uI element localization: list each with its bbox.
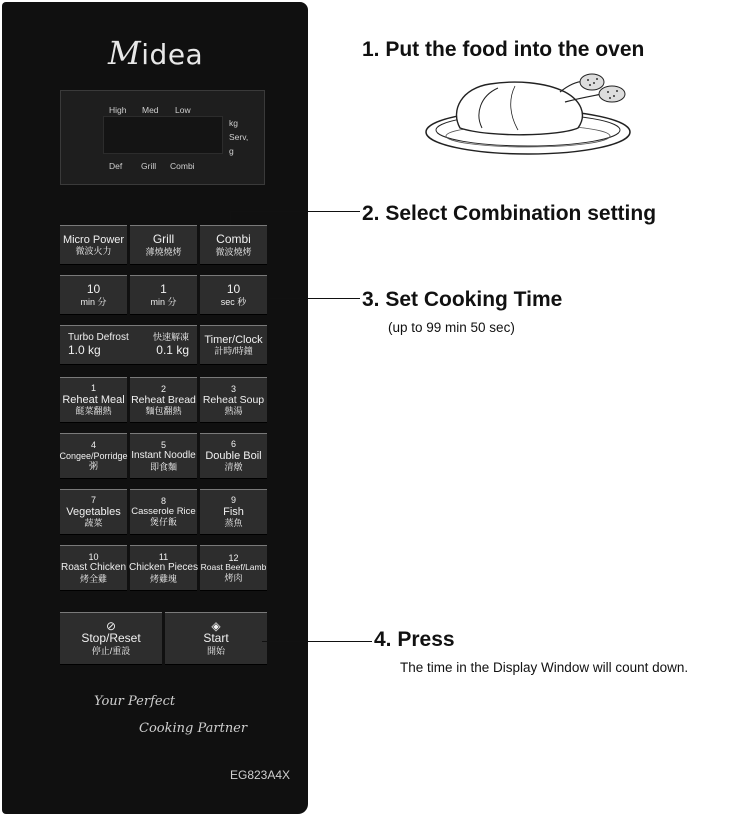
menu-number: 12 bbox=[228, 552, 239, 563]
menu-button-3[interactable] bbox=[200, 377, 267, 423]
step-4-note: The time in the Display Window will count down. bbox=[400, 660, 689, 675]
button-sublabel: 微波火力 bbox=[75, 246, 112, 257]
menu-button-7[interactable] bbox=[60, 489, 127, 535]
button-sublabel: 清燉 bbox=[224, 462, 243, 473]
timer-clock-button[interactable] bbox=[200, 325, 267, 365]
button-sublabel: min 分 bbox=[150, 296, 177, 307]
stop-icon: ⊘ bbox=[105, 619, 117, 634]
ten-min-button[interactable] bbox=[60, 275, 127, 315]
button-label: Chicken Pieces bbox=[129, 562, 198, 574]
menu-number: 9 bbox=[230, 495, 236, 506]
menu-button-9[interactable] bbox=[200, 489, 267, 535]
connector-step2-vertical bbox=[230, 211, 231, 225]
menu-button-10[interactable] bbox=[60, 545, 127, 591]
brand-logo-text: idea bbox=[141, 38, 204, 71]
menu-button-5[interactable] bbox=[130, 433, 197, 479]
turbo-weight-row bbox=[60, 344, 197, 358]
button-sublabel: 烤雞塊 bbox=[149, 573, 177, 584]
menu-number: 4 bbox=[90, 440, 96, 451]
start-icon: ◈ bbox=[211, 619, 221, 634]
button-sublabel: 餸菜翻熱 bbox=[75, 406, 112, 417]
button-sublabel: 蒸魚 bbox=[224, 518, 243, 529]
menu-number: 5 bbox=[160, 439, 166, 450]
step-2-title: 2. Select Combination setting bbox=[362, 202, 657, 225]
display-label-kg: kg bbox=[229, 118, 238, 128]
menu-number: 11 bbox=[158, 551, 169, 562]
button-label: Double Boil bbox=[205, 449, 262, 462]
display-label-g: g bbox=[229, 146, 234, 156]
button-label: Congee/Porridge bbox=[59, 450, 128, 461]
brand-logo bbox=[108, 34, 203, 72]
display-window bbox=[60, 90, 265, 185]
turbo-defrost-label: Turbo Defrost bbox=[68, 332, 129, 344]
roast-chicken-on-plate-illustration bbox=[420, 70, 640, 170]
button-sublabel: 粥 bbox=[88, 461, 98, 472]
start-button[interactable] bbox=[165, 612, 267, 665]
button-sublabel: 烤肉 bbox=[224, 572, 243, 583]
button-label: 10 bbox=[226, 281, 241, 296]
menu-number: 7 bbox=[90, 495, 96, 506]
combi-button[interactable] bbox=[200, 225, 267, 265]
button-label: Reheat Bread bbox=[131, 393, 196, 406]
menu-number: 6 bbox=[230, 439, 236, 450]
button-label: Grill bbox=[152, 231, 175, 246]
button-sublabel: 熱湯 bbox=[224, 406, 243, 417]
menu-number: 10 bbox=[88, 551, 99, 562]
button-label: Fish bbox=[223, 505, 244, 518]
menu-button-1[interactable] bbox=[60, 377, 127, 423]
grill-button[interactable] bbox=[130, 225, 197, 265]
button-label: Combi bbox=[216, 231, 251, 246]
step-3-note: (up to 99 min 50 sec) bbox=[388, 320, 515, 335]
connector-step2 bbox=[230, 211, 360, 212]
microwave-control-panel bbox=[2, 2, 308, 814]
button-sublabel: 麵包翻熱 bbox=[145, 406, 182, 417]
display-label-combi: Combi bbox=[170, 161, 195, 171]
button-label: Vegetables bbox=[66, 505, 121, 518]
turbo-defrost-cn-label: 快速解凍 bbox=[152, 332, 189, 343]
button-label: Timer/Clock bbox=[204, 333, 263, 346]
step-1-title: 1. Put the food into the oven bbox=[362, 38, 645, 61]
button-label: Casserole Rice bbox=[131, 505, 196, 517]
display-label-high: High bbox=[109, 105, 127, 115]
model-number: EG823A4X bbox=[230, 768, 291, 782]
menu-button-12[interactable] bbox=[200, 545, 267, 591]
button-label: Micro Power bbox=[62, 233, 125, 246]
display-label-med: Med bbox=[142, 105, 159, 115]
button-sublabel: 即食麵 bbox=[149, 461, 177, 472]
display-label-serv: Serv, bbox=[229, 132, 249, 142]
button-label: Reheat Soup bbox=[202, 393, 265, 406]
button-label: 1 bbox=[160, 281, 167, 296]
display-label-low: Low bbox=[175, 105, 191, 115]
slogan-line-1: Your Perfect bbox=[94, 694, 176, 709]
brand-logo-m-mark: M bbox=[108, 34, 142, 72]
stop-reset-button[interactable] bbox=[60, 612, 162, 665]
menu-button-11[interactable] bbox=[130, 545, 197, 591]
micro-power-button[interactable] bbox=[60, 225, 127, 265]
button-sublabel: 煲仔飯 bbox=[149, 517, 177, 528]
menu-number: 8 bbox=[160, 496, 166, 507]
button-sublabel: min 分 bbox=[80, 296, 107, 307]
turbo-weight-large: 1.0 kg bbox=[68, 342, 101, 357]
display-screen bbox=[103, 116, 223, 154]
button-label: Reheat Meal bbox=[62, 393, 125, 406]
button-label: Start bbox=[203, 631, 229, 646]
ten-sec-button[interactable] bbox=[200, 275, 267, 315]
step-3-title: 3. Set Cooking Time bbox=[362, 288, 563, 311]
turbo-defrost-button[interactable] bbox=[60, 325, 197, 365]
menu-number: 1 bbox=[90, 383, 96, 394]
connector-step3 bbox=[270, 298, 360, 299]
menu-button-4[interactable] bbox=[60, 433, 127, 479]
button-label: Instant Noodle bbox=[131, 450, 196, 462]
button-label: 10 bbox=[86, 281, 101, 296]
menu-number: 2 bbox=[160, 383, 166, 394]
button-sublabel: 計時/時鐘 bbox=[214, 346, 253, 357]
button-sublabel: 微波燒烤 bbox=[215, 246, 252, 257]
menu-button-8[interactable] bbox=[130, 489, 197, 535]
display-label-grill: Grill bbox=[141, 161, 157, 171]
button-label: Roast Chicken bbox=[60, 562, 127, 574]
slogan-line-2: Cooking Partner bbox=[139, 721, 248, 736]
button-sublabel: 烤全雞 bbox=[79, 573, 107, 584]
button-label: Roast Beef/Lamb bbox=[200, 562, 267, 573]
button-sublabel: sec 秒 bbox=[220, 296, 247, 307]
button-sublabel: 蔬菜 bbox=[84, 518, 103, 529]
menu-number: 3 bbox=[230, 383, 236, 394]
turbo-weight-small: 0.1 kg bbox=[156, 342, 189, 357]
button-sublabel: 薄燒燒烤 bbox=[145, 246, 182, 257]
button-sublabel: 停止/重設 bbox=[91, 646, 131, 657]
menu-button-6[interactable] bbox=[200, 433, 267, 479]
menu-button-2[interactable] bbox=[130, 377, 197, 423]
button-sublabel: 開始 bbox=[206, 646, 225, 657]
connector-step4 bbox=[262, 641, 372, 642]
button-label: Stop/Reset bbox=[81, 631, 141, 646]
one-min-button[interactable] bbox=[130, 275, 197, 315]
display-label-def: Def bbox=[109, 161, 123, 171]
step-4-title: 4. Press bbox=[374, 628, 455, 651]
